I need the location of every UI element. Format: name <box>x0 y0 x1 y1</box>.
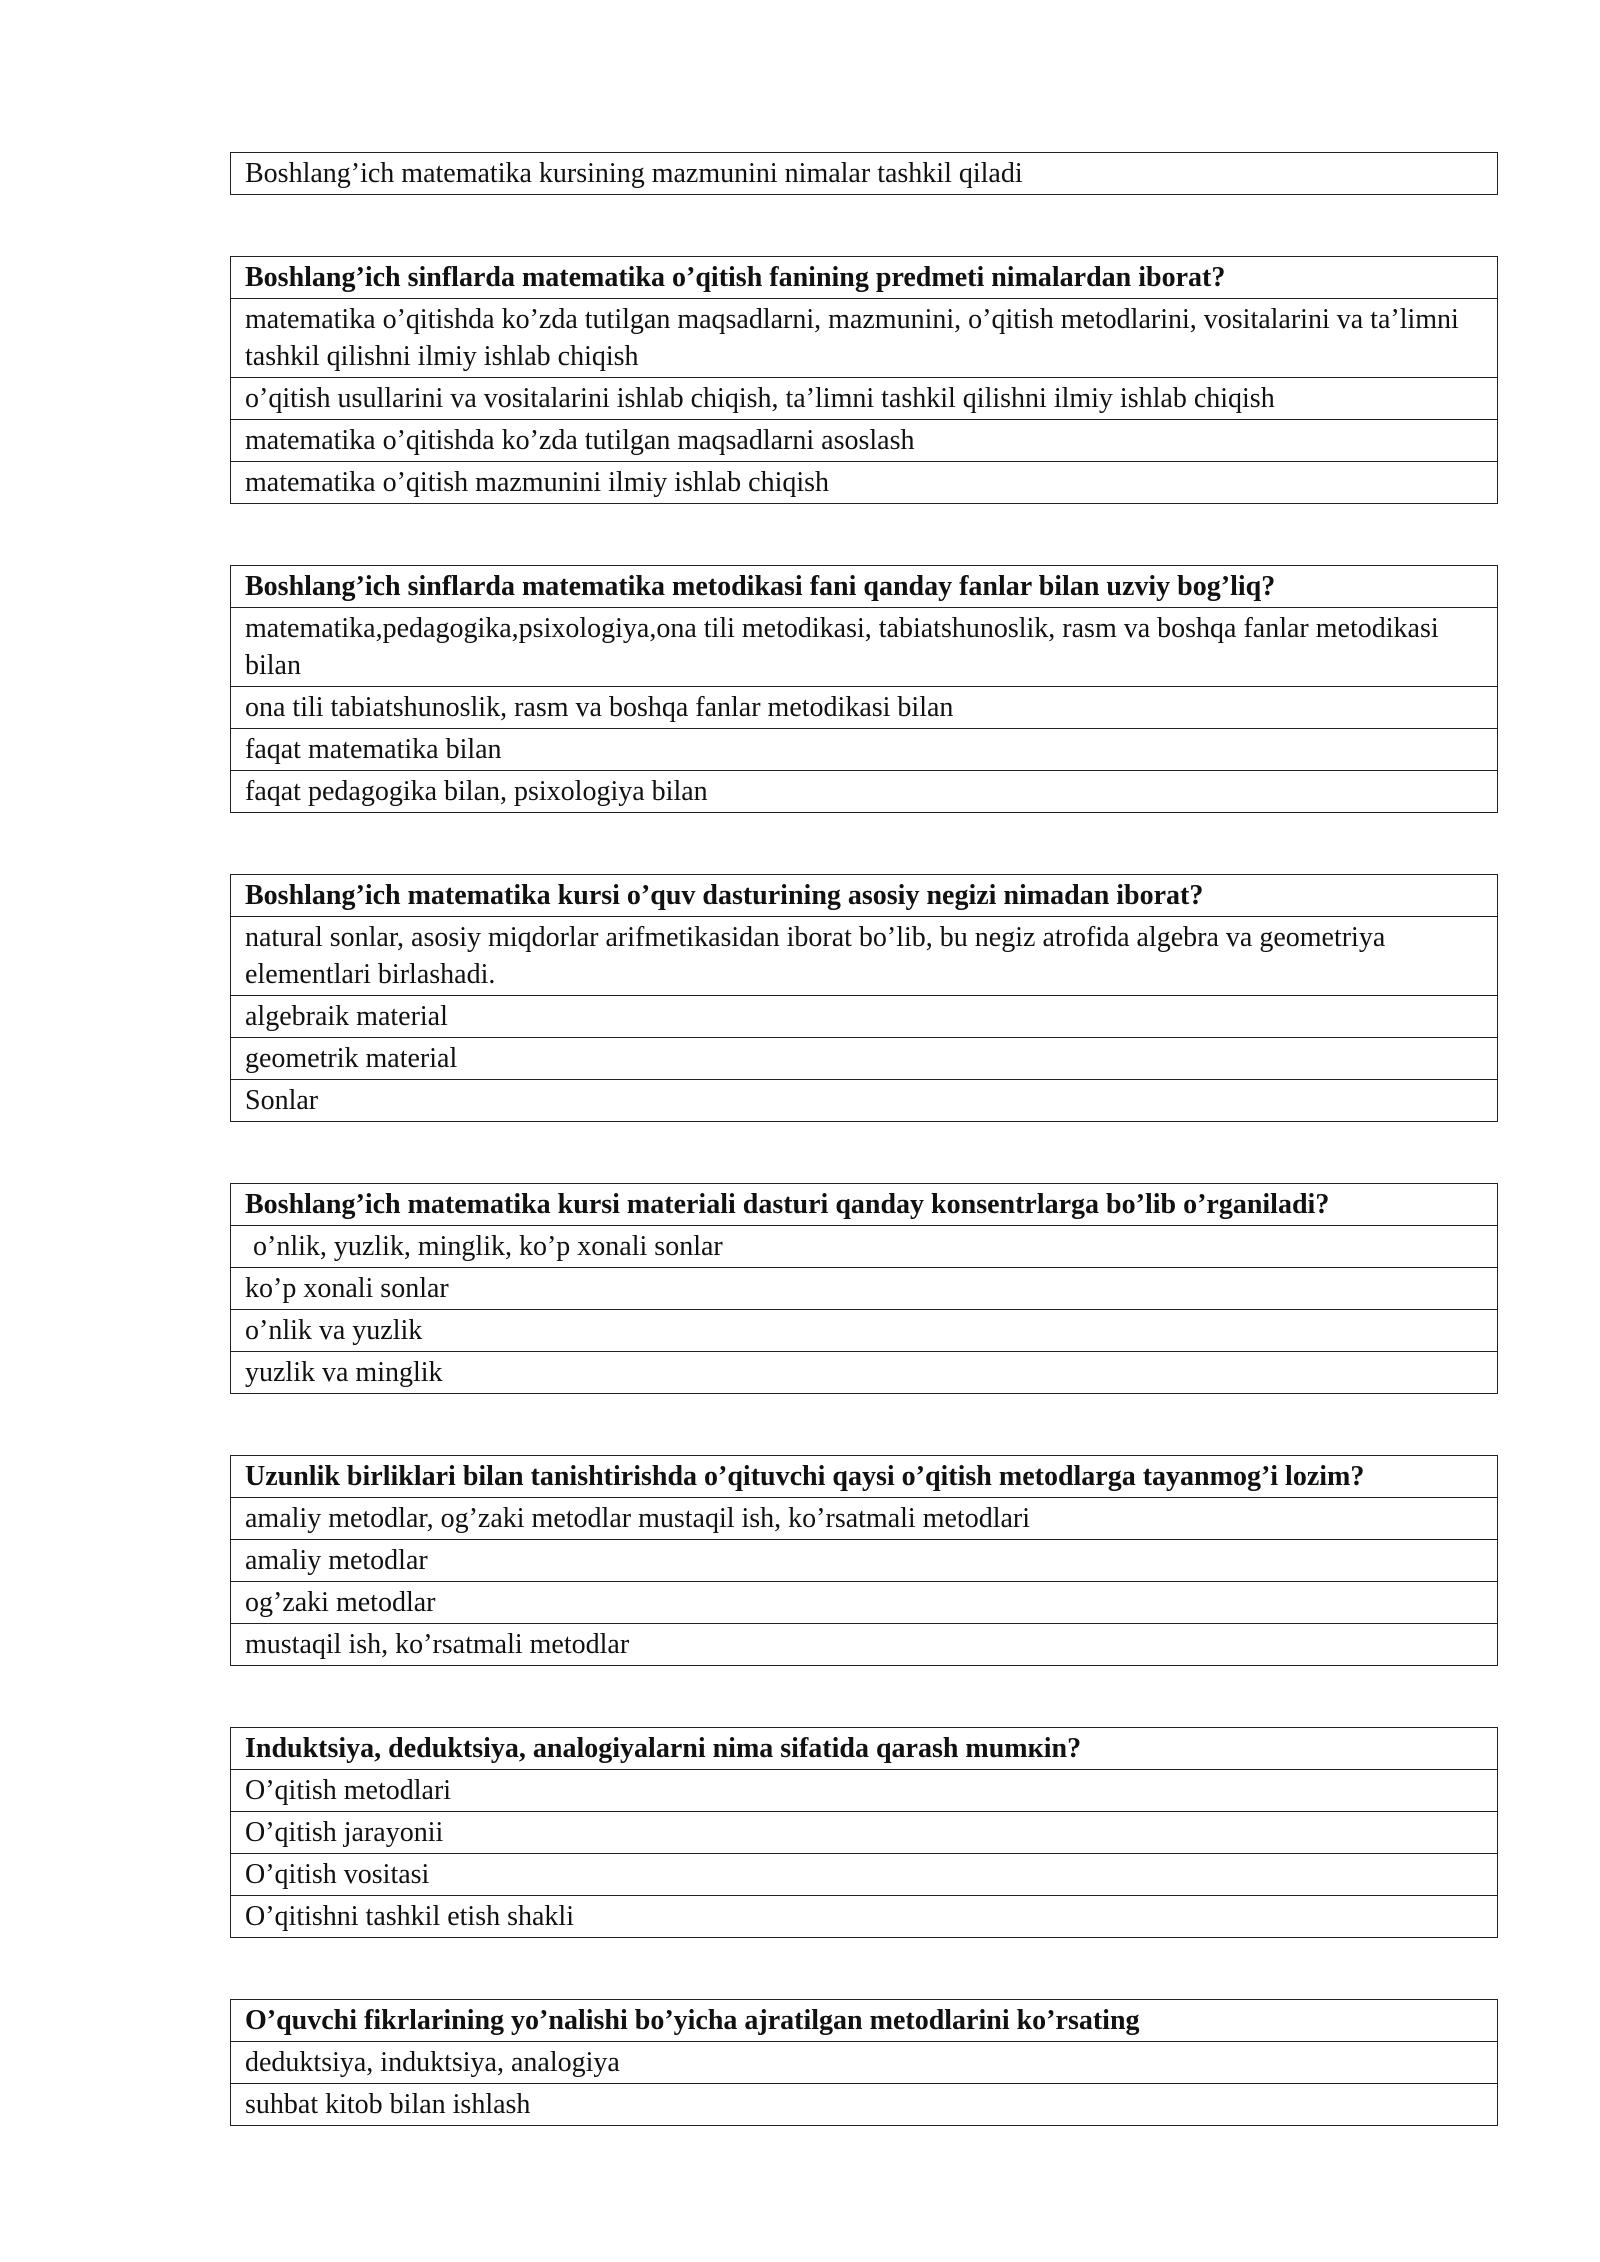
answer-option: faqat pedagogika bilan, psixologiya bilan <box>231 771 1498 813</box>
question-block-5 <box>230 1183 1498 1394</box>
question-table <box>230 1999 1498 2126</box>
question-table <box>230 874 1498 1122</box>
question-text: O’quvchi fikrlarining yo’nalishi bo’yicha ajratilgan metodlarini ko’rsating <box>231 2000 1498 2042</box>
question-table <box>230 1455 1498 1666</box>
answer-option: suhbat kitob bilan ishlash <box>231 2084 1498 2126</box>
answer-option: o’nlik va yuzlik <box>231 1310 1498 1352</box>
answer-option: yuzlik va minglik <box>231 1352 1498 1394</box>
answer-option: amaliy metodlar, og’zaki metodlar mustaqil ish, ko’rsatmali metodlari <box>231 1498 1498 1540</box>
question-text: Boshlang’ich sinflarda matematika o’qitish fanining predmeti nimalardan iborat? <box>231 257 1498 299</box>
answer-option: Sonlar <box>231 1080 1498 1122</box>
question-text: Boshlang’ich matematika kursi materiali dasturi qanday konsentrlarga bo’lib o’rganiladi? <box>231 1184 1498 1226</box>
question-block-1 <box>230 152 1498 195</box>
question-text: Uzunlik birliklari bilan tanishtirishda o’qituvchi qaysi o’qitish metodlarga tayanmog’i lozim? <box>231 1456 1498 1498</box>
question-text: Boshlang’ich matematika kursining mazmunini nimalar tashkil qiladi <box>231 153 1498 195</box>
question-block-8 <box>230 1999 1498 2126</box>
question-text: Boshlang’ich sinflarda matematika metodikasi fani qanday fanlar bilan uzviy bog’liq? <box>231 566 1498 608</box>
answer-option: natural sonlar, asosiy miqdorlar arifmetikasidan iborat bo’lib, bu negiz atrofida algebra va geometriya elementlari birlashadi. <box>231 917 1498 996</box>
question-block-2 <box>230 256 1498 504</box>
question-table <box>230 152 1498 195</box>
answer-option: matematika o’qitishda ko’zda tutilgan maqsadlarni asoslash <box>231 420 1498 462</box>
answer-option: og’zaki metodlar <box>231 1582 1498 1624</box>
answer-option: ona tili tabiatshunoslik, rasm va boshqa fanlar metodikasi bilan <box>231 687 1498 729</box>
question-block-3 <box>230 565 1498 813</box>
question-block-6 <box>230 1455 1498 1666</box>
answer-option: O’qitishni tashkil etish shakli <box>231 1896 1498 1938</box>
answer-option: matematika,pedagogika,psixologiya,ona tili metodikasi, tabiatshunoslik, rasm va boshqa fanlar metodikasi bilan <box>231 608 1498 687</box>
question-table <box>230 1183 1498 1394</box>
question-text: Boshlang’ich matematika kursi o’quv dasturining asosiy negizi nimadan iborat? <box>231 875 1498 917</box>
question-block-4 <box>230 874 1498 1122</box>
answer-option: faqat matematika bilan <box>231 729 1498 771</box>
answer-option: O’qitish jarayonii <box>231 1812 1498 1854</box>
answer-option: mustaqil ish, ko’rsatmali metodlar <box>231 1624 1498 1666</box>
answer-option: o’nlik, yuzlik, minglik, ko’p xonali sonlar <box>231 1226 1498 1268</box>
answer-option: o’qitish usullarini va vositalarini ishlab chiqish, ta’limni tashkil qilishni ilmiy ishlab chiqish <box>231 378 1498 420</box>
answer-option: deduktsiya, induktsiya, analogiya <box>231 2042 1498 2084</box>
answer-option: algebraik material <box>231 996 1498 1038</box>
question-block-7 <box>230 1727 1498 1938</box>
document-page <box>230 152 1498 2126</box>
question-table <box>230 565 1498 813</box>
answer-option: geometrik material <box>231 1038 1498 1080</box>
answer-option: amaliy metodlar <box>231 1540 1498 1582</box>
answer-option: matematika o’qitish mazmunini ilmiy ishlab chiqish <box>231 462 1498 504</box>
question-text: Induktsiya, deduktsiya, analogiyalarni nima sifatida qarash mumкin? <box>231 1728 1498 1770</box>
question-table <box>230 1727 1498 1938</box>
answer-option: matematika o’qitishda ko’zda tutilgan maqsadlarni, mazmunini, o’qitish metodlarini, vositalarini va ta’limni tashkil qilishni ilmiy ishlab chiqish <box>231 299 1498 378</box>
answer-option: O’qitish metodlari <box>231 1770 1498 1812</box>
question-table <box>230 256 1498 504</box>
answer-option: O’qitish vositasi <box>231 1854 1498 1896</box>
answer-option: ko’p xonali sonlar <box>231 1268 1498 1310</box>
